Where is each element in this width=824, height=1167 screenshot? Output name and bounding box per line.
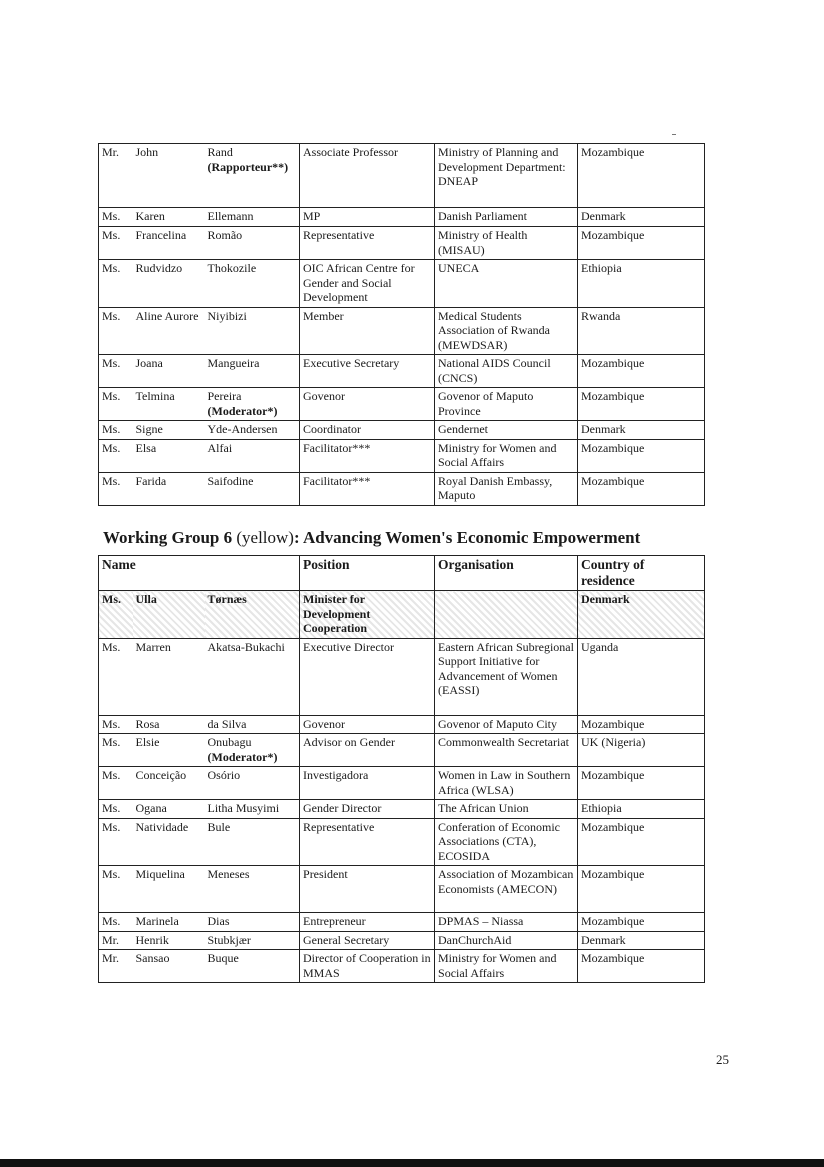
- country-text: Denmark: [581, 209, 626, 223]
- first-name-text: Henrik: [135, 932, 169, 947]
- position-text: Entrepreneur: [303, 914, 366, 928]
- table-row: [99, 355, 705, 388]
- organisation-cell: [435, 421, 578, 440]
- role-label: (Moderator*): [207, 403, 278, 418]
- honorific-text: Ms.: [102, 867, 121, 881]
- country-cell: [578, 472, 705, 505]
- organisation-cell: [435, 818, 578, 866]
- country-text: Ethiopia: [581, 801, 622, 815]
- first-name-cell: [133, 260, 205, 308]
- organisation-cell: [435, 638, 578, 715]
- first-name-text: Aline Aurore: [135, 308, 199, 323]
- organisation-text: Commonwealth Secretariat: [438, 735, 569, 749]
- organisation-text: The African Union: [438, 801, 529, 815]
- position-cell: [300, 734, 435, 767]
- honorific-text: Ms.: [102, 819, 121, 834]
- table-row: [99, 439, 705, 472]
- honorific-cell: [99, 472, 133, 505]
- country-cell: [578, 734, 705, 767]
- honorific-cell: [99, 734, 133, 767]
- last-name-cell: [205, 950, 300, 983]
- honorific-cell: [99, 767, 133, 800]
- first-name-cell: [133, 638, 205, 715]
- country-cell: [578, 715, 705, 734]
- country-text: Mozambique: [581, 473, 645, 488]
- first-name-cell: [133, 388, 205, 421]
- organisation-cell: [435, 355, 578, 388]
- honorific-text: Ms.: [102, 801, 121, 815]
- last-name-cell: [205, 472, 300, 505]
- first-name-text: John: [135, 145, 159, 159]
- position-text: Minister for Development Cooperation: [303, 592, 371, 635]
- first-name-cell: [133, 439, 205, 472]
- country-cell: [578, 355, 705, 388]
- last-name-cell: [205, 421, 300, 440]
- country-cell: [578, 800, 705, 819]
- header-name: Name: [99, 556, 300, 591]
- header-organisation: Organisation: [435, 556, 578, 591]
- honorific-text: Mr.: [102, 145, 120, 159]
- organisation-cell: [435, 260, 578, 308]
- table-row: [99, 866, 705, 913]
- table-row: [99, 800, 705, 819]
- country-text: Denmark: [581, 932, 626, 947]
- last-name-text: Meneses: [207, 867, 250, 881]
- honorific-text: Ms.: [102, 356, 121, 370]
- position-cell: [300, 388, 435, 421]
- honorific-cell: [99, 715, 133, 734]
- last-name-text: Tørnæs: [207, 592, 247, 606]
- honorific-text: Mr.: [102, 951, 120, 965]
- position-text: Advisor on Gender: [303, 735, 395, 749]
- first-name-cell: [133, 355, 205, 388]
- honorific-text: Ms.: [102, 209, 121, 223]
- first-name-text: Signe: [135, 422, 163, 436]
- organisation-cell: [435, 388, 578, 421]
- organisation-text: Ministry for Women and Social Affairs: [438, 440, 557, 469]
- first-name-text: Ogana: [135, 801, 167, 815]
- organisation-cell: [435, 767, 578, 800]
- table-row: [99, 260, 705, 308]
- country-text: Mozambique: [581, 768, 645, 782]
- last-name-text: Stubkjær: [207, 932, 251, 947]
- position-cell: [300, 931, 435, 950]
- position-cell: [300, 866, 435, 913]
- last-name-text: da Silva: [207, 716, 247, 731]
- organisation-text: Govenor of Maputo City: [438, 716, 558, 731]
- country-text: Mozambique: [581, 819, 645, 834]
- organisation-cell: [435, 472, 578, 505]
- table-header-row: [99, 556, 705, 591]
- first-name-cell: [133, 866, 205, 913]
- country-cell: [578, 913, 705, 932]
- role-label: (Rapporteur**): [207, 159, 289, 174]
- position-text: Facilitator***: [303, 440, 371, 455]
- position-text: MP: [303, 209, 321, 223]
- honorific-cell: [99, 227, 133, 260]
- position-cell: [300, 208, 435, 227]
- table-row: [99, 767, 705, 800]
- last-name-text: Akatsa-Bukachi: [207, 639, 285, 654]
- position-text: Director of Cooperation in MMAS: [303, 951, 431, 980]
- table-row: [99, 715, 705, 734]
- honorific-text: Ms.: [102, 735, 121, 749]
- scan-mark: [672, 134, 676, 135]
- last-name-cell: [205, 638, 300, 715]
- organisation-text: National AIDS Council (CNCS): [438, 356, 551, 385]
- table-row: [99, 208, 705, 227]
- honorific-cell: [99, 260, 133, 308]
- first-name-cell: [133, 421, 205, 440]
- last-name-cell: [205, 767, 300, 800]
- last-name-text: Ellemann: [207, 209, 254, 223]
- organisation-cell: [435, 208, 578, 227]
- honorific-cell: [99, 591, 133, 639]
- last-name-text: Thokozile: [207, 261, 257, 275]
- position-text: Gender Director: [303, 801, 382, 815]
- country-text: Uganda: [581, 639, 619, 654]
- table-row: [99, 307, 705, 355]
- organisation-text: Govenor of Maputo Province: [438, 389, 534, 418]
- organisation-cell: [435, 307, 578, 355]
- organisation-text: Medical Students Association of Rwanda (MEWDSAR): [438, 308, 550, 352]
- organisation-text: Association of Mozambican Economists (AMECON): [438, 867, 574, 896]
- country-cell: [578, 208, 705, 227]
- first-name-cell: [133, 591, 205, 639]
- first-name-cell: [133, 950, 205, 983]
- position-text: Coordinator: [303, 422, 361, 436]
- organisation-text: Ministry of Planning and Development Department: DNEAP: [438, 145, 566, 188]
- last-name-cell: [205, 208, 300, 227]
- table-row: [99, 734, 705, 767]
- organisation-text: Ministry of Health (MISAU): [438, 228, 528, 257]
- honorific-cell: [99, 638, 133, 715]
- country-text: Mozambique: [581, 145, 645, 159]
- country-text: Mozambique: [581, 951, 645, 965]
- honorific-text: Ms.: [102, 422, 121, 436]
- honorific-text: Ms.: [102, 389, 121, 403]
- last-name-text: Saifodine: [207, 473, 254, 488]
- honorific-text: Ms.: [102, 914, 121, 928]
- first-name-text: Telmina: [135, 389, 175, 403]
- first-name-cell: [133, 734, 205, 767]
- working-group-6-table: [98, 555, 705, 983]
- position-cell: [300, 472, 435, 505]
- position-cell: [300, 715, 435, 734]
- table-row: [99, 818, 705, 866]
- honorific-cell: [99, 913, 133, 932]
- table-row: [99, 950, 705, 983]
- country-cell: [578, 866, 705, 913]
- position-text: Investigadora: [303, 768, 369, 782]
- position-cell: [300, 421, 435, 440]
- honorific-cell: [99, 800, 133, 819]
- first-name-cell: [133, 227, 205, 260]
- first-name-text: Farida: [135, 473, 167, 488]
- first-name-cell: [133, 472, 205, 505]
- country-cell: [578, 767, 705, 800]
- position-text: Govenor: [303, 389, 345, 403]
- first-name-text: Marren: [135, 639, 171, 654]
- first-name-text: Elsie: [135, 735, 160, 749]
- last-name-cell: [205, 913, 300, 932]
- last-name-cell: [205, 800, 300, 819]
- position-cell: [300, 800, 435, 819]
- organisation-text: Royal Danish Embassy, Maputo: [438, 473, 553, 502]
- last-name-text: Yde-Andersen: [207, 422, 278, 436]
- position-cell: [300, 950, 435, 983]
- position-cell: [300, 144, 435, 208]
- first-name-text: Conceição: [135, 768, 187, 782]
- first-name-cell: [133, 144, 205, 208]
- last-name-text: Alfai: [207, 440, 233, 455]
- honorific-cell: [99, 818, 133, 866]
- last-name-cell: [205, 355, 300, 388]
- organisation-cell: [435, 715, 578, 734]
- table-row: [99, 421, 705, 440]
- position-text: Member: [303, 308, 344, 323]
- honorific-text: Mr.: [102, 932, 120, 947]
- honorific-text: Ms.: [102, 768, 121, 782]
- position-cell: [300, 767, 435, 800]
- organisation-text: DPMAS – Niassa: [438, 914, 524, 928]
- organisation-cell: [435, 439, 578, 472]
- page-number: 25: [716, 1052, 729, 1067]
- first-name-text: Rosa: [135, 716, 160, 731]
- first-name-text: Rudvidzo: [135, 261, 183, 275]
- country-text: Denmark: [581, 592, 630, 606]
- position-cell: [300, 227, 435, 260]
- last-name-cell: [205, 227, 300, 260]
- position-text: Representative: [303, 228, 375, 242]
- country-cell: [578, 950, 705, 983]
- first-name-cell: [133, 913, 205, 932]
- organisation-text: Danish Parliament: [438, 209, 527, 223]
- first-name-cell: [133, 307, 205, 355]
- first-name-cell: [133, 931, 205, 950]
- organisation-cell: [435, 734, 578, 767]
- first-name-text: Karen: [135, 209, 165, 223]
- country-cell: [578, 931, 705, 950]
- honorific-cell: [99, 208, 133, 227]
- position-text: OIC African Centre for Gender and Social Development: [303, 261, 415, 304]
- country-cell: [578, 260, 705, 308]
- organisation-cell: [435, 591, 578, 639]
- last-name-text: Rand: [207, 145, 233, 159]
- country-cell: [578, 421, 705, 440]
- organisation-text: Women in Law in Southern Africa (WLSA): [438, 768, 571, 797]
- last-name-text: Dias: [207, 914, 230, 928]
- country-text: Rwanda: [581, 308, 621, 323]
- honorific-cell: [99, 866, 133, 913]
- position-cell: [300, 260, 435, 308]
- honorific-text: Ms.: [102, 716, 121, 731]
- position-cell: [300, 638, 435, 715]
- header-country: Country of residence: [578, 556, 705, 591]
- organisation-cell: [435, 913, 578, 932]
- country-text: Mozambique: [581, 440, 645, 455]
- last-name-cell: [205, 144, 300, 208]
- table-row: [99, 388, 705, 421]
- country-text: Denmark: [581, 422, 626, 436]
- last-name-text: Osório: [207, 768, 241, 782]
- last-name-text: Romão: [207, 228, 243, 242]
- first-name-text: Natividade: [135, 819, 189, 834]
- honorific-text: Ms.: [102, 473, 121, 488]
- country-text: Mozambique: [581, 867, 645, 881]
- position-cell: [300, 439, 435, 472]
- position-cell: [300, 355, 435, 388]
- table-row: [99, 591, 705, 639]
- position-cell: [300, 818, 435, 866]
- last-name-cell: [205, 591, 300, 639]
- role-label: (Moderator*): [207, 749, 278, 764]
- honorific-text: Ms.: [102, 639, 121, 654]
- last-name-text: Bule: [207, 819, 231, 834]
- country-cell: [578, 307, 705, 355]
- honorific-text: Ms.: [102, 440, 121, 455]
- honorific-cell: [99, 144, 133, 208]
- position-text: Facilitator***: [303, 473, 371, 488]
- first-name-text: Francelina: [135, 228, 187, 242]
- last-name-cell: [205, 715, 300, 734]
- first-name-text: Elsa: [135, 440, 157, 455]
- table-row: [99, 144, 705, 208]
- country-cell: [578, 591, 705, 639]
- last-name-cell: [205, 734, 300, 767]
- country-text: Ethiopia: [581, 261, 622, 275]
- organisation-text: Gendernet: [438, 422, 488, 436]
- position-cell: [300, 307, 435, 355]
- last-name-text: Niyibizi: [207, 308, 247, 323]
- organisation-text: Eastern African Subregional Support Initiative for Advancement of Women (EASSI): [438, 639, 574, 697]
- position-text: Representative: [303, 819, 375, 834]
- organisation-cell: [435, 950, 578, 983]
- last-name-text: Onubagu: [207, 735, 252, 749]
- country-cell: [578, 439, 705, 472]
- position-cell: [300, 591, 435, 639]
- honorific-text: Ms.: [102, 308, 121, 323]
- country-text: Mozambique: [581, 389, 645, 403]
- organisation-cell: [435, 931, 578, 950]
- first-name-cell: [133, 208, 205, 227]
- country-text: Mozambique: [581, 716, 645, 731]
- honorific-cell: [99, 439, 133, 472]
- organisation-cell: [435, 866, 578, 913]
- country-text: Mozambique: [581, 228, 645, 242]
- organisation-text: UNECA: [438, 261, 480, 275]
- table-row: [99, 227, 705, 260]
- honorific-cell: [99, 950, 133, 983]
- organisation-text: DanChurchAid: [438, 932, 512, 947]
- table-row: [99, 913, 705, 932]
- position-text: General Secretary: [303, 932, 390, 947]
- last-name-cell: [205, 866, 300, 913]
- honorific-cell: [99, 388, 133, 421]
- position-text: President: [303, 867, 348, 881]
- organisation-cell: [435, 227, 578, 260]
- country-cell: [578, 227, 705, 260]
- position-text: Executive Secretary: [303, 356, 400, 370]
- last-name-text: Mangueira: [207, 356, 260, 370]
- last-name-cell: [205, 260, 300, 308]
- first-name-cell: [133, 800, 205, 819]
- position-text: Executive Director: [303, 639, 394, 654]
- last-name-text: Pereira: [207, 389, 242, 403]
- organisation-text: Conferation of Economic Associations (CTA), ECOSIDA: [438, 819, 560, 863]
- country-cell: [578, 388, 705, 421]
- scan-edge-bar: [0, 1159, 824, 1167]
- last-name-text: Litha Musyimi: [207, 801, 280, 815]
- organisation-cell: [435, 800, 578, 819]
- honorific-text: Ms.: [102, 228, 121, 242]
- country-text: Mozambique: [581, 914, 645, 928]
- country-text: UK (Nigeria): [581, 735, 646, 749]
- last-name-cell: [205, 439, 300, 472]
- last-name-cell: [205, 818, 300, 866]
- honorific-text: Ms.: [102, 592, 121, 606]
- last-name-cell: [205, 388, 300, 421]
- honorific-cell: [99, 307, 133, 355]
- organisation-cell: [435, 144, 578, 208]
- table-row: [99, 638, 705, 715]
- country-cell: [578, 144, 705, 208]
- first-name-text: Sansao: [135, 951, 170, 965]
- honorific-text: Ms.: [102, 261, 121, 275]
- first-name-text: Joana: [135, 356, 163, 370]
- position-cell: [300, 913, 435, 932]
- honorific-cell: [99, 931, 133, 950]
- position-text: Associate Professor: [303, 145, 398, 159]
- first-name-text: Marinela: [135, 914, 179, 928]
- working-group-6-heading: Working Group 6 (yellow): Advancing Women's Economic Empowerment: [103, 528, 641, 547]
- country-cell: [578, 638, 705, 715]
- table-row: [99, 472, 705, 505]
- first-name-cell: [133, 818, 205, 866]
- first-name-text: Ulla: [135, 592, 157, 606]
- first-name-text: Miquelina: [135, 867, 185, 881]
- last-name-text: Buque: [207, 951, 239, 965]
- position-text: Govenor: [303, 716, 346, 731]
- country-cell: [578, 818, 705, 866]
- header-position: Position: [300, 556, 435, 591]
- first-name-cell: [133, 715, 205, 734]
- participants-table-continued: [98, 143, 705, 506]
- last-name-cell: [205, 307, 300, 355]
- honorific-cell: [99, 355, 133, 388]
- honorific-cell: [99, 421, 133, 440]
- last-name-cell: [205, 931, 300, 950]
- first-name-cell: [133, 767, 205, 800]
- organisation-text: Ministry for Women and Social Affairs: [438, 951, 557, 980]
- table-row: [99, 931, 705, 950]
- country-text: Mozambique: [581, 356, 645, 370]
